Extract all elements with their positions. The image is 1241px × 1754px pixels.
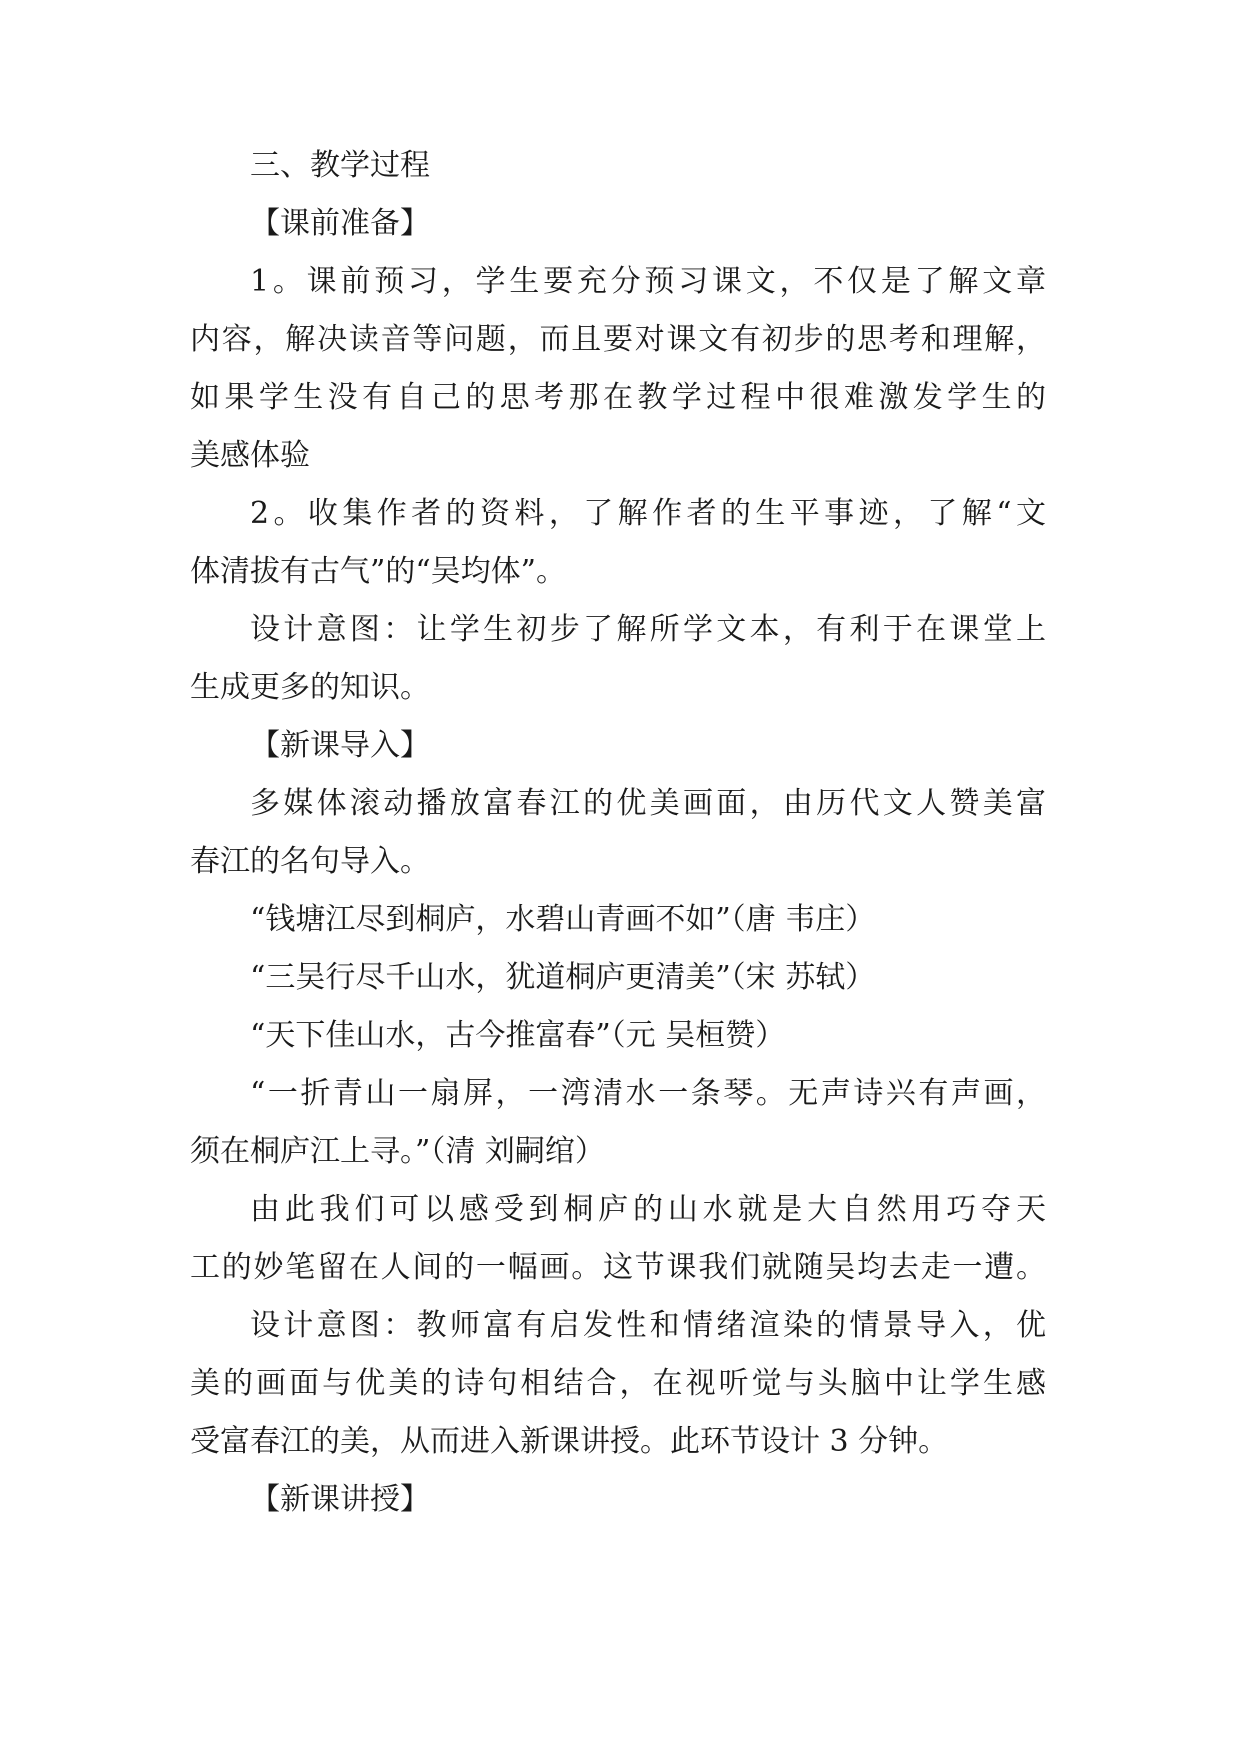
text-line: 工的妙笔留在人间的一幅画。这节课我们就随吴均去走一遭。 xyxy=(190,1250,1046,1285)
text-line: 设计意图：让学生初步了解所学文本，有利于在课堂上 xyxy=(250,612,1046,647)
quote-line: “天下佳山水，古今推富春”（元 吴桓赞） xyxy=(250,1018,786,1053)
text-line: 美感体验 xyxy=(190,438,310,473)
text-line: 多媒体滚动播放富春江的优美画面，由历代文人赞美富 xyxy=(250,786,1046,821)
subheading-introduction: 【新课导入】 xyxy=(250,728,430,763)
subheading-preparation: 【课前准备】 xyxy=(250,206,430,241)
subheading-new-lesson: 【新课讲授】 xyxy=(250,1482,430,1517)
text-line: 1。课前预习，学生要充分预习课文，不仅是了解文章 xyxy=(250,264,1046,299)
text-line: 体清拔有古气”的“吴均体”。 xyxy=(190,554,567,589)
quote-line: 须在桐庐江上寻。”（清 刘嗣绾） xyxy=(190,1134,605,1169)
quote-line: “三吴行尽千山水，犹道桐庐更清美”（宋 苏轼） xyxy=(250,960,876,995)
text-line: 设计意图：教师富有启发性和情绪渲染的情景导入，优 xyxy=(250,1308,1046,1343)
text-line: 受富春江的美，从而进入新课讲授。此环节设计 3 分钟。 xyxy=(190,1424,949,1459)
text-line: 美的画面与优美的诗句相结合，在视听觉与头脑中让学生感 xyxy=(190,1366,1046,1401)
text-line: 内容，解决读音等问题，而且要对课文有初步的思考和理解， xyxy=(190,322,1046,357)
text-line: 由此我们可以感受到桐庐的山水就是大自然用巧夺天 xyxy=(250,1192,1046,1227)
text-line: 如果学生没有自己的思考那在教学过程中很难激发学生的 xyxy=(190,380,1046,415)
section-heading: 三、教学过程 xyxy=(250,148,430,183)
quote-line: “一折青山一扇屏，一湾清水一条琴。无声诗兴有声画， xyxy=(250,1076,1046,1111)
quote-line: “钱塘江尽到桐庐，水碧山青画不如”（唐 韦庄） xyxy=(250,902,876,937)
text-line: 春江的名句导入。 xyxy=(190,844,430,879)
text-line: 2。收集作者的资料，了解作者的生平事迹，了解“文 xyxy=(250,496,1046,531)
text-line: 生成更多的知识。 xyxy=(190,670,430,705)
